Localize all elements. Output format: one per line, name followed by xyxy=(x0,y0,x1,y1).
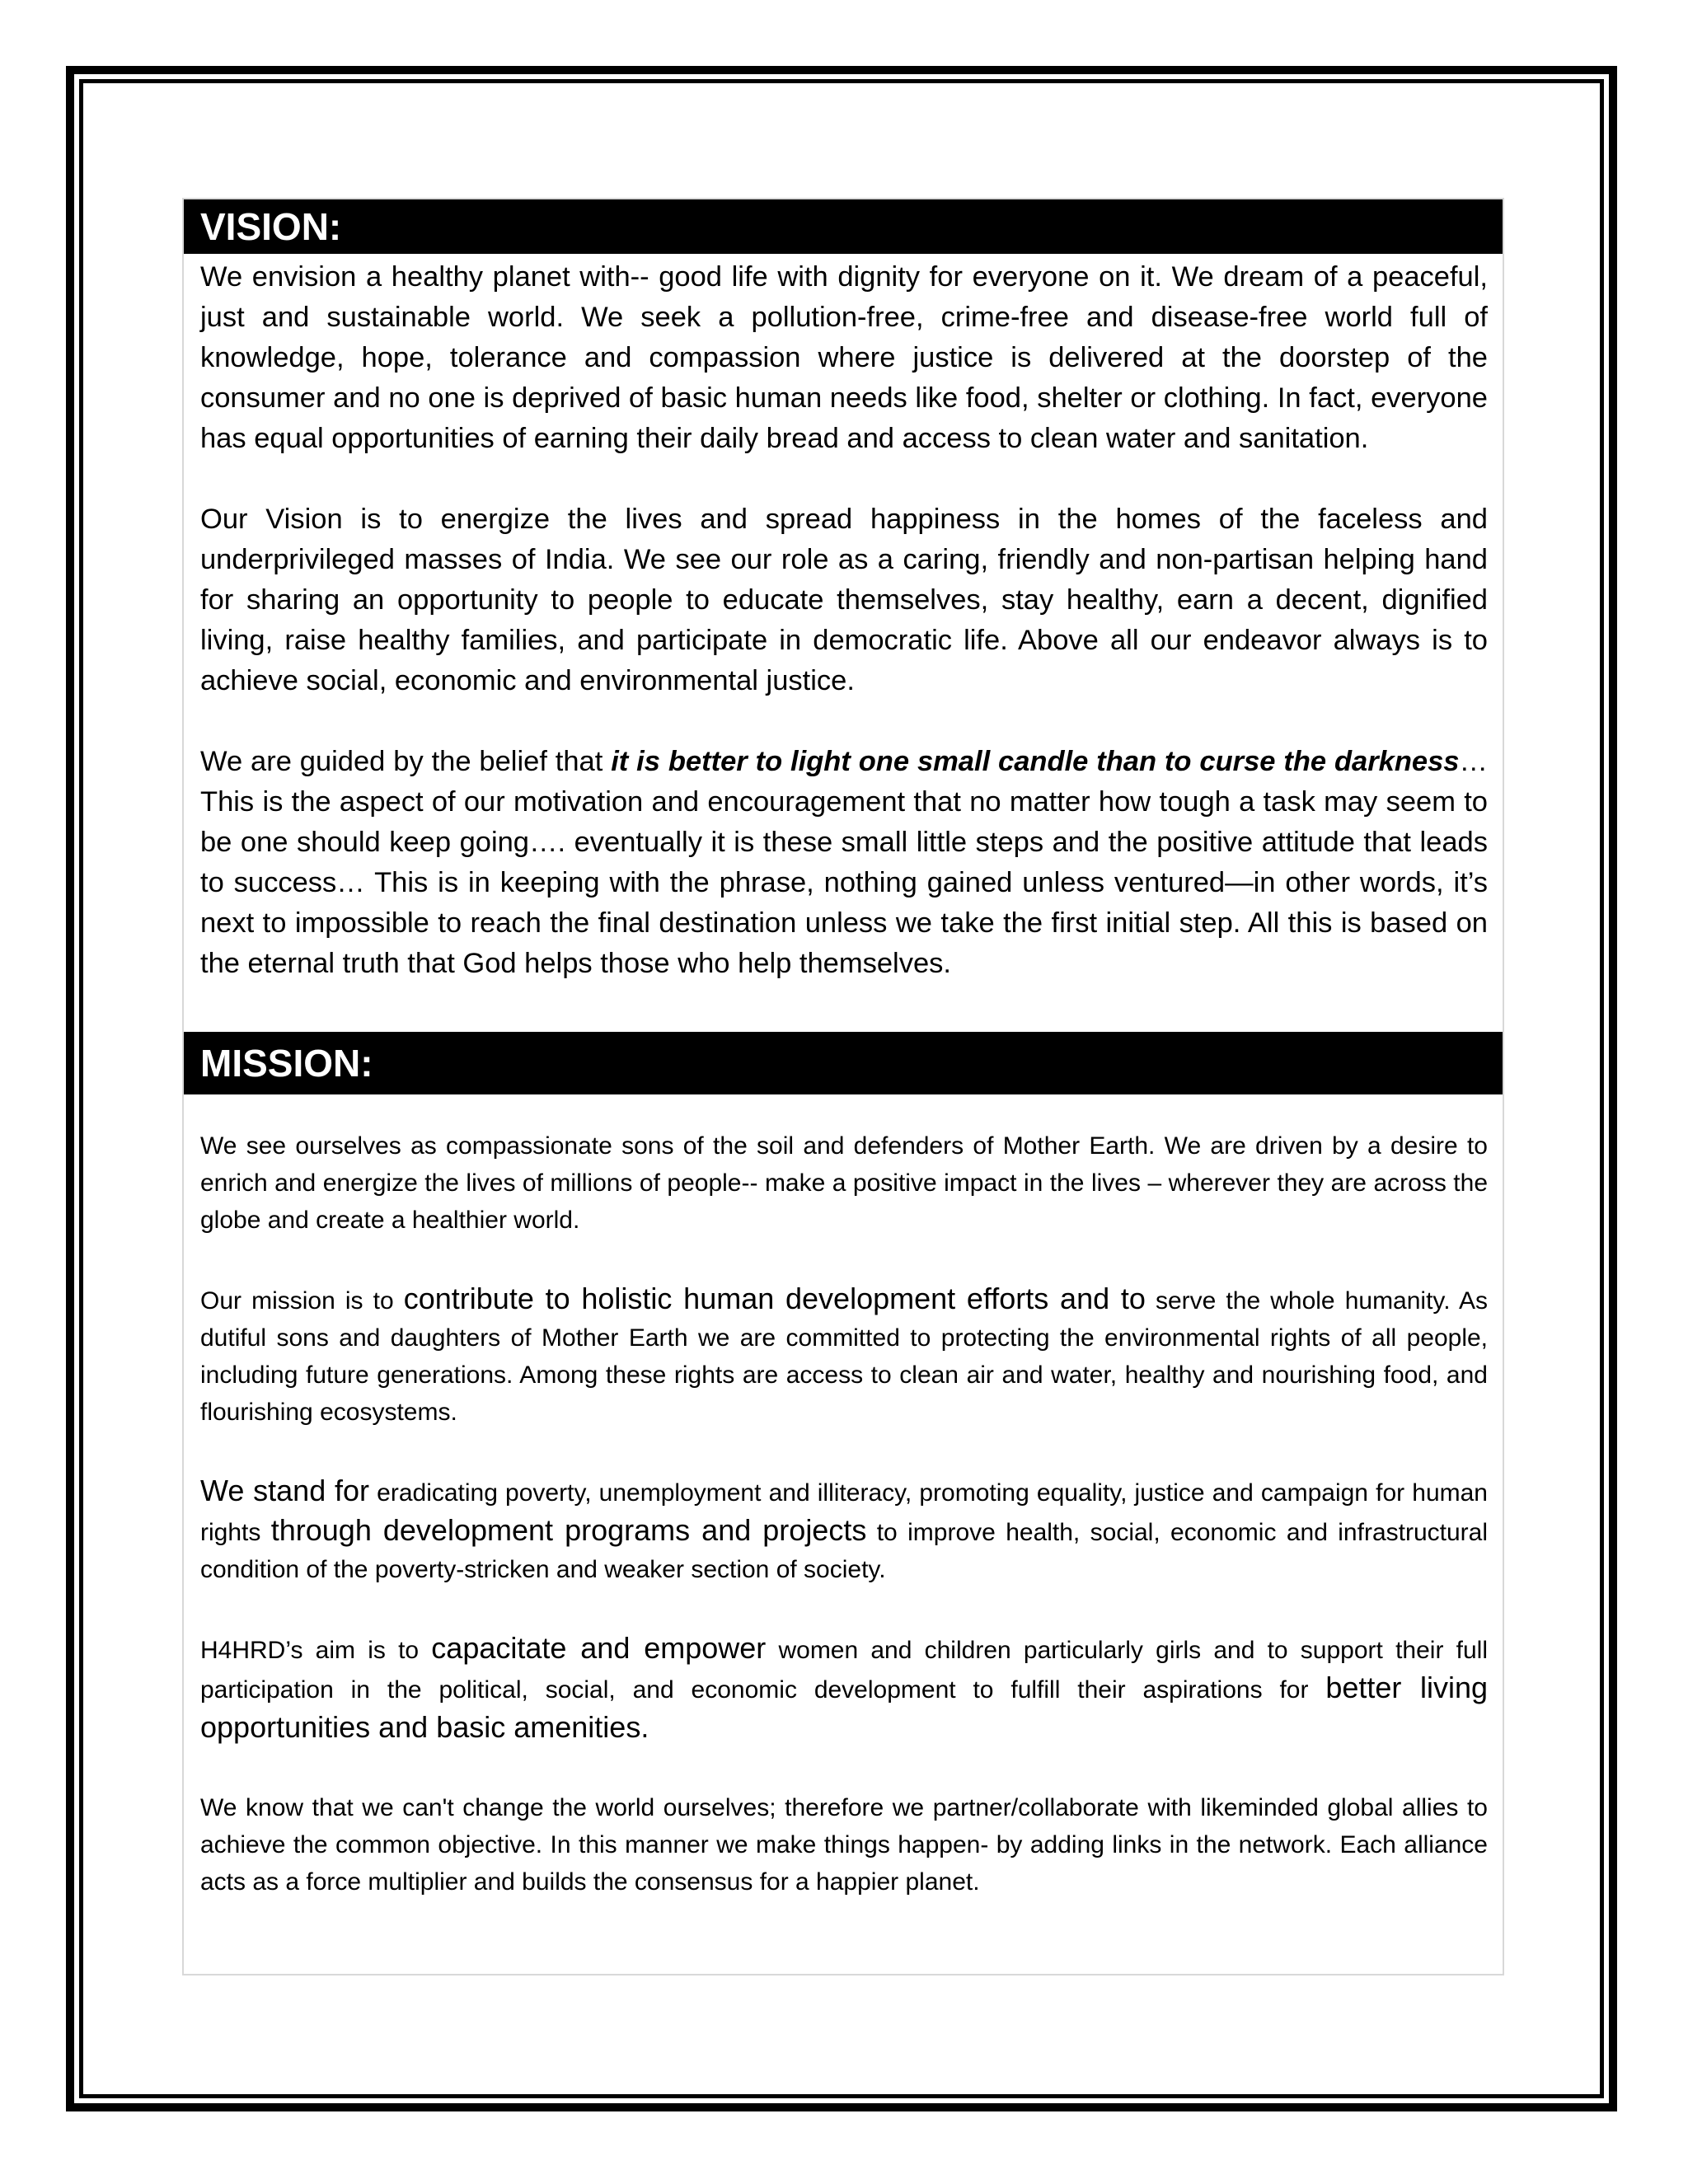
mission-p3-d: to improve health, social, economic and infrastructural condition of the poverty-stricken and weaker section of society. xyxy=(200,1519,1488,1583)
mission-section xyxy=(184,1094,1503,1900)
mission-paragraph-5: We know that we can't change the world ourselves; therefore we partner/collaborate with likeminded global allies to achieve the common objective. In this manner we make things happen- by adding links in the network. Each alliance acts as a force multiplier and builds the consensus for a happier planet. xyxy=(200,1794,1488,1896)
content-box xyxy=(182,198,1504,1975)
mission-p4-a: H4HRD’s aim is to xyxy=(200,1637,432,1664)
vision-p3-quote: it is better to light one small candle than to curse the darkness xyxy=(611,746,1460,777)
vision-section xyxy=(184,254,1503,1032)
vision-p3-rest: … This is the aspect of our motivation and encouragement that no matter how tough a task may seem to be one should keep going…. eventually it is these small little steps and the positive attitude that leads to success… This is in keeping with the phrase, nothing gained unless ventured—in other words, it’s next to impossible to reach the final destination unless we take the first initial step. All this is based on the eternal truth that God helps those who help themselves. xyxy=(200,746,1488,979)
mission-paragraph-3 xyxy=(200,1472,1488,1588)
vision-heading: VISION: xyxy=(184,199,1503,254)
mission-p4-c: women and children particularly girls and to support their full participation in the political, social, and economic development to fulfill their aspirations for xyxy=(200,1637,1488,1704)
mission-p4-d: better living opportunities and basic amenities. xyxy=(200,1671,1488,1744)
vision-paragraph-1: We envision a healthy planet with-- good life with dignity for everyone on it. We dream of a peaceful, just and sustainable world. We seek a pollution-free, crime-free and disease-free world full of knowledge, hope, tolerance and compassion where justice is delivered at the doorstep of the consumer and no one is deprived of basic human needs like food, shelter or clothing. In fact, everyone has equal opportunities of earning their daily bread and access to clean water and sanitation. xyxy=(200,261,1488,454)
mission-p2-a: Our mission is to xyxy=(200,1287,404,1315)
mission-p2-b: contribute to holistic human development efforts and to xyxy=(403,1282,1146,1315)
mission-p3-a: We stand for xyxy=(200,1474,370,1507)
mission-paragraph-4 xyxy=(200,1629,1488,1748)
mission-p3-b: eradicating poverty, unemployment and illiteracy, promoting equality, justice and campaign for human rights xyxy=(200,1479,1488,1546)
vision-paragraph-2: Our Vision is to energize the lives and spread happiness in the homes of the faceless and underprivileged masses of India. We see our role as a caring, friendly and non-partisan helping hand for sharing an opportunity to people to educate themselves, stay healthy, earn a decent, dignified living, raise healthy families, and participate in democratic life. Above all our endeavor always is to achieve social, economic and environmental justice. xyxy=(200,504,1488,696)
mission-p2-c: serve the whole humanity. As dutiful sons and daughters of Mother Earth we are committed to protecting the environmental rights of all people, including future generations. Among these rights are access to clean air and water, healthy and nourishing food, and flourishing ecosystems. xyxy=(200,1287,1488,1426)
mission-heading: MISSION: xyxy=(184,1032,1503,1094)
mission-paragraph-1: We see ourselves as compassionate sons of the soil and defenders of Mother Earth. We are driven by a desire to enrich and energize the lives of millions of people-- make a positive impact in the lives – wherever they are across the globe and create a healthier world. xyxy=(200,1132,1488,1234)
vision-paragraph-3 xyxy=(200,742,1488,984)
vision-p3-intro: We are guided by the belief that xyxy=(200,746,612,777)
mission-p4-b: capacitate and empower xyxy=(431,1631,767,1665)
mission-p3-c: through development programs and projects xyxy=(270,1513,867,1547)
mission-paragraph-2 xyxy=(200,1280,1488,1431)
